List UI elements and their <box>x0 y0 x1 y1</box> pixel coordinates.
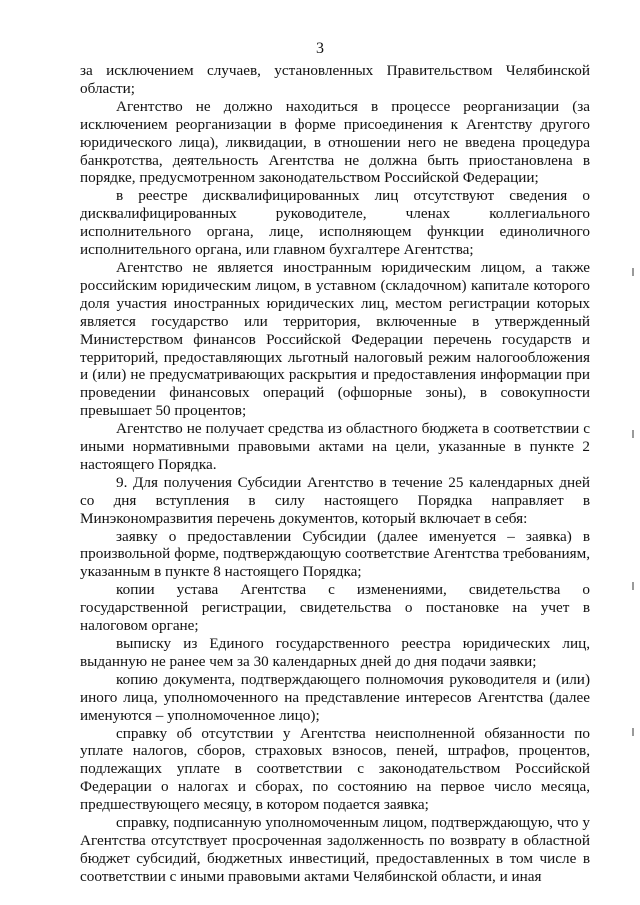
paragraph-exceptions-clause: за исключением случаев, установленных Правительством Челябинской области; <box>80 62 590 97</box>
paragraph-charter-copies: копии устава Агентства с изменениями, свидетельства о государственной регистрации, свидетельства о постановке на учет в налоговом органе; <box>80 581 590 635</box>
paragraph-not-foreign-entity: Агентство не является иностранным юридическим лицом, а также российским юридическим лицом, в уставном (складочном) капитале которого доля участия иностранных юридических лиц, местом регистрации которых является государство или территория, включенные в утвержденный Министерством финансов Российской Федерации перечень государств и территорий, предоставляющих льготный налоговый режим налогообложения и (или) не предусматривающих раскрытия и предоставления информации при проведении финансовых операций (офшорные зоны), в совокупности превышает 50 процентов; <box>80 258 590 420</box>
scan-edge-mark <box>632 268 634 276</box>
document-body <box>80 62 590 886</box>
paragraph-section-9: 9. Для получения Субсидии Агентство в течение 25 календарных дней со дня вступления в силу настоящего Порядка направляет в Минэкономразвития перечень документов, который включает в себя: <box>80 473 590 527</box>
paragraph-tax-certificate: справку об отсутствии у Агентства неисполненной обязанности по уплате налогов, сборов, страховых взносов, пеней, штрафов, процентов, подлежащих уплате в соответствии с законодательством Российской Федерации о налогах и сборах, по состоянию на первое число месяца, предшествующего месяцу, в котором подается заявка; <box>80 724 590 814</box>
scan-edge-mark <box>632 430 634 438</box>
page-number: 3 <box>316 40 324 57</box>
scan-edge-mark <box>632 582 634 590</box>
paragraph-registry-extract: выписку из Единого государственного реестра юридических лиц, выданную не ранее чем за 30 календарных дней до дня подачи заявки; <box>80 635 590 670</box>
paragraph-no-other-budget-funds: Агентство не получает средства из областного бюджета в соответствии с иными нормативными правовыми актами на цели, указанные в пункте 2 настоящего Порядка. <box>80 420 590 473</box>
paragraph-application: заявку о предоставлении Субсидии (далее именуется – заявка) в произвольной форме, подтверждающую соответствие Агентства требованиям, указанным в пункте 8 настоящего Порядка; <box>80 527 590 581</box>
scan-edge-mark <box>632 728 634 736</box>
paragraph-no-reorganization: Агентство не должно находиться в процессе реорганизации (за исключением реорганизации в форме присоединения к Агентству другого юридического лица), ликвидации, в отношении него не введена процедура банкротства, деятельность Агентства не должна быть приостановлена в порядке, предусмотренном законодательством Российской Федерации; <box>80 97 590 187</box>
paragraph-disqualified-persons: в реестре дисквалифицированных лиц отсутствуют сведения о дисквалифицированных руководителе, членах коллегиального исполнительного органа, лице, исполняющем функции единоличного исполнительного органа, или главном бухгалтере Агентства; <box>80 187 590 259</box>
paragraph-authority-document: копию документа, подтверждающего полномочия руководителя и (или) иного лица, уполномоченного на представление интересов Агентства (далее именуются – уполномоченное лицо); <box>80 670 590 724</box>
paragraph-debt-certificate: справку, подписанную уполномоченным лицом, подтверждающую, что у Агентства отсутствует просроченная задолженность по возврату в областной бюджет субсидий, бюджетных инвестиций, предоставленных в том числе в соответствии с иными правовыми актами Челябинской области, и иная <box>80 814 590 885</box>
